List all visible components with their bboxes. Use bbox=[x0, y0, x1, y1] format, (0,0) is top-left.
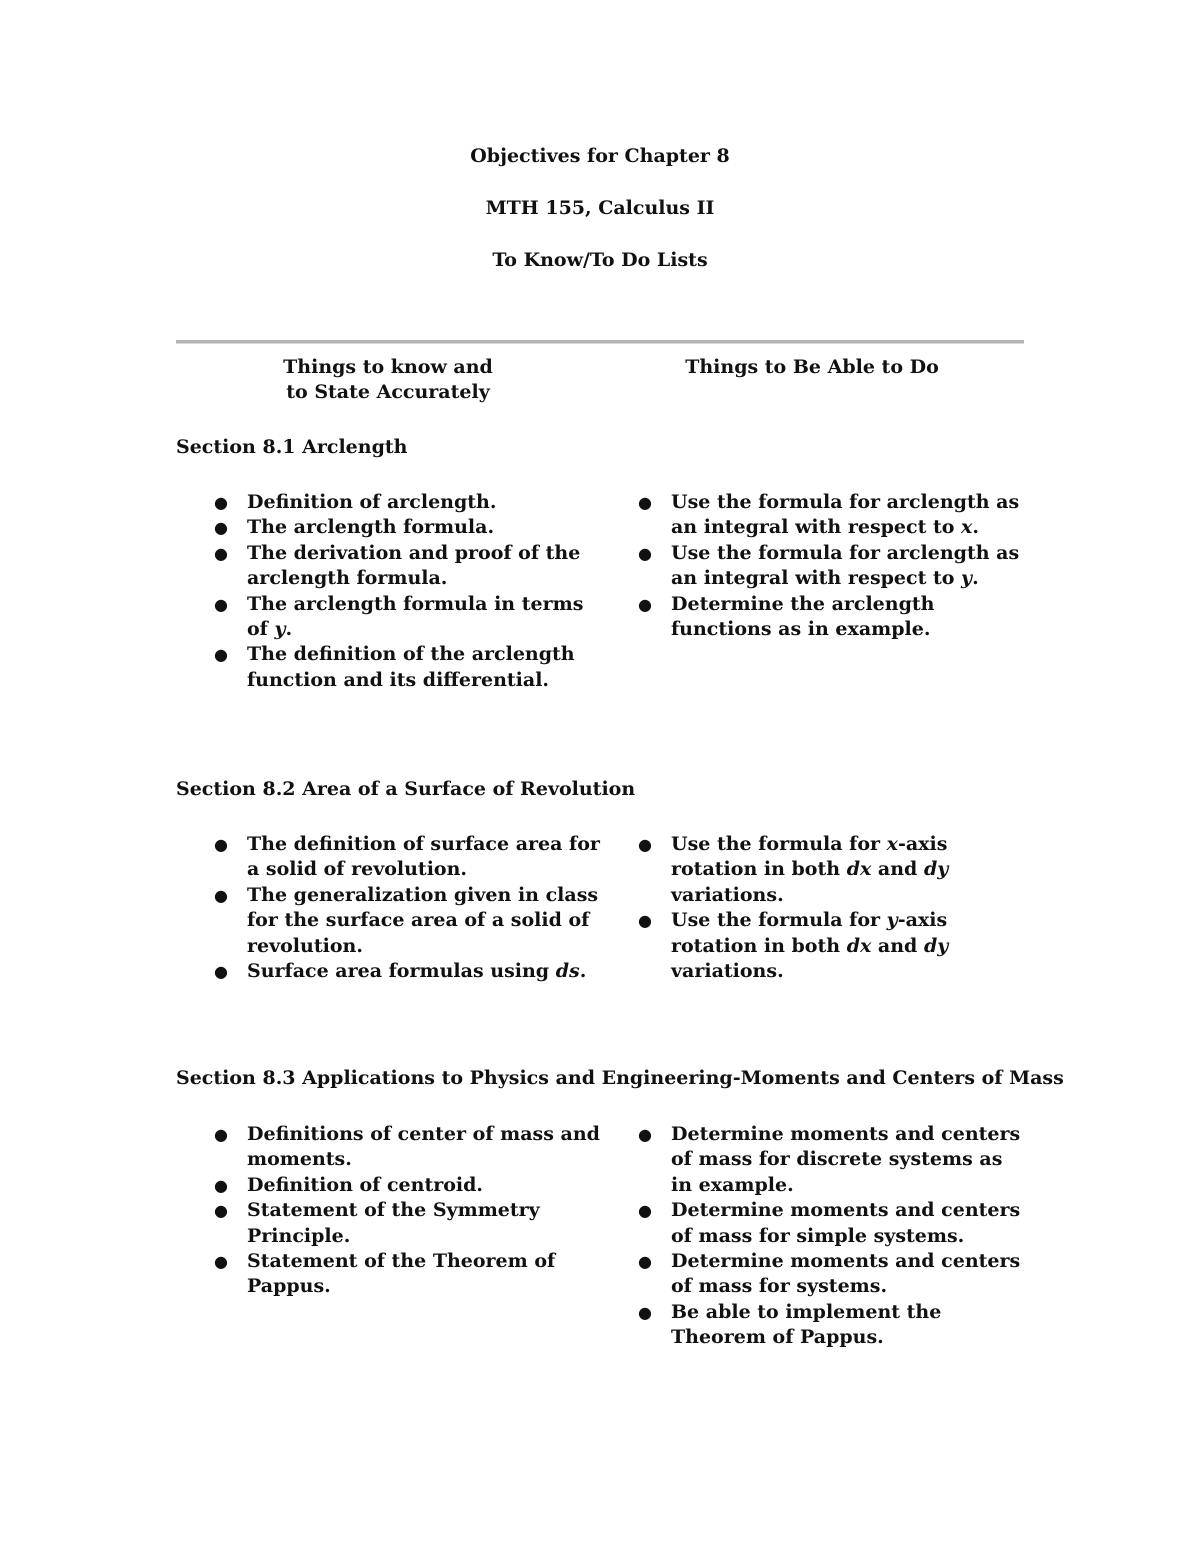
list-item: ● The arclength formula in terms of y. bbox=[214, 592, 584, 641]
bullet-icon: ● bbox=[214, 962, 228, 982]
section-title-8-3: Section 8.3 Applications to Physics and Engineering-Moments and Centers of Mass bbox=[176, 1067, 1064, 1089]
bullet-icon: ● bbox=[638, 543, 652, 563]
bullet-icon: ● bbox=[638, 835, 652, 854]
bullet-icon: ● bbox=[214, 1201, 228, 1221]
list-item: ● Use the formula for x-axis rotation in both dx and dy variations. bbox=[638, 833, 949, 906]
column-header-know-line2: to State Accurately bbox=[286, 381, 490, 403]
bullet-icon: ● bbox=[214, 1125, 228, 1144]
column-header-know bbox=[176, 355, 600, 405]
bullet-icon: ● bbox=[214, 594, 228, 614]
bullet-icon: ● bbox=[638, 1125, 652, 1144]
list-item: ● The definition of surface area for a solid of revolution. bbox=[214, 833, 600, 881]
bullet-icon: ● bbox=[638, 493, 652, 512]
list-item: ● Determine moments and centers of mass for systems. bbox=[638, 1250, 1021, 1298]
section-title-8-1: Section 8.1 Arclength bbox=[176, 436, 408, 458]
bullet-icon: ● bbox=[214, 518, 228, 538]
list-item: ● The generalization given in class for the surface area of a solid of revolution. bbox=[214, 883, 599, 957]
bullet-icon: ● bbox=[214, 835, 228, 854]
list-item: ● Statement of the Theorem of Pappus. bbox=[214, 1250, 556, 1298]
column-header-do-label: Things to Be Able to Do bbox=[685, 356, 939, 378]
list-item: ● Use the formula for arclength as an integral with respect to x. bbox=[638, 491, 1020, 539]
know-list-8-1 bbox=[214, 490, 607, 693]
course-title: MTH 155, Calculus II bbox=[485, 197, 715, 219]
bullet-icon: ● bbox=[638, 594, 652, 614]
document-subtitle: To Know/To Do Lists bbox=[492, 249, 708, 271]
list-item: ● Definition of arclength. bbox=[247, 490, 607, 515]
document-title: Objectives for Chapter 8 bbox=[470, 145, 730, 167]
bullet-icon: ● bbox=[638, 1302, 652, 1322]
list-item: ● The arclength formula. bbox=[247, 515, 607, 540]
do-list-8-1 bbox=[638, 490, 1027, 642]
list-item: ● Statement of the Symmetry Principle. bbox=[214, 1199, 540, 1247]
list-item: ● The definition of the arclength function and its differential. bbox=[214, 643, 575, 691]
list-item: ● Definitions of center of mass and moments. bbox=[214, 1123, 600, 1171]
column-header-do bbox=[600, 355, 1024, 380]
bullet-icon: ● bbox=[214, 645, 228, 665]
list-item: ● Be able to implement the Theorem of Pappus. bbox=[638, 1300, 942, 1349]
list-item: ● Determine moments and centers of mass for discrete systems as in example. bbox=[638, 1123, 1021, 1196]
know-list-8-2 bbox=[214, 832, 607, 984]
bullet-icon: ● bbox=[214, 1175, 228, 1195]
bullet-icon: ● bbox=[638, 1252, 652, 1272]
list-item: ● Surface area formulas using ds. bbox=[247, 959, 607, 984]
horizontal-rule bbox=[176, 340, 1024, 344]
column-header-know-line1: Things to know and bbox=[283, 356, 493, 378]
section-title-8-2: Section 8.2 Area of a Surface of Revolution bbox=[176, 778, 636, 800]
list-item: ● Definition of centroid. bbox=[247, 1173, 607, 1198]
bullet-icon: ● bbox=[214, 1252, 228, 1272]
list-item: ● Determine the arclength functions as in example. bbox=[638, 592, 935, 641]
list-item: ● Use the formula for arclength as an integral with respect to y. bbox=[638, 541, 1020, 590]
bullet-icon: ● bbox=[214, 493, 228, 512]
bullet-icon: ● bbox=[638, 911, 652, 931]
list-item: ● The derivation and proof of the arclength formula. bbox=[214, 541, 581, 590]
do-list-8-2 bbox=[638, 832, 1027, 984]
list-item: ● Determine moments and centers of mass for simple systems. bbox=[638, 1199, 1021, 1247]
list-item: ● Use the formula for y-axis rotation in both dx and dy variations. bbox=[638, 909, 949, 983]
bullet-icon: ● bbox=[214, 543, 228, 563]
bullet-icon: ● bbox=[214, 885, 228, 905]
do-list-8-3 bbox=[638, 1122, 1027, 1351]
bullet-icon: ● bbox=[638, 1201, 652, 1221]
know-list-8-3 bbox=[214, 1122, 607, 1300]
